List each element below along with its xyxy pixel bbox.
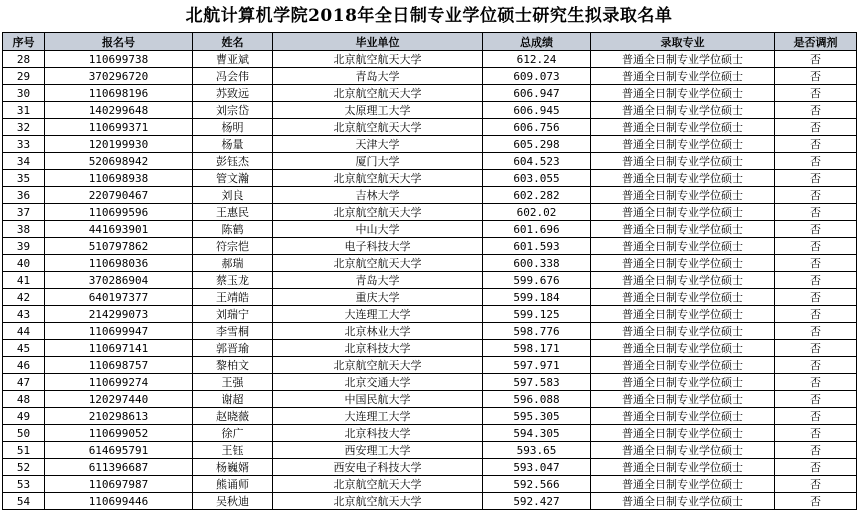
- cell-school: 西安电子科技大学: [273, 459, 483, 476]
- cell-adjusted: 否: [775, 221, 857, 238]
- cell-registration-no: 441693901: [45, 221, 193, 238]
- cell-major: 普通全日制专业学位硕士: [591, 289, 775, 306]
- cell-total-score: 593.65: [483, 442, 591, 459]
- cell-major: 普通全日制专业学位硕士: [591, 493, 775, 510]
- cell-adjusted: 否: [775, 102, 857, 119]
- table-row: [3, 408, 857, 425]
- column-header-adjusted: 是否调剂: [775, 33, 857, 51]
- cell-school: 青岛大学: [273, 272, 483, 289]
- cell-total-score: 602.282: [483, 187, 591, 204]
- cell-registration-no: 220790467: [45, 187, 193, 204]
- cell-index: 28: [3, 51, 45, 68]
- table-row: [3, 136, 857, 153]
- cell-name: 蔡玉龙: [193, 272, 273, 289]
- cell-registration-no: 120199930: [45, 136, 193, 153]
- cell-major: 普通全日制专业学位硕士: [591, 136, 775, 153]
- cell-adjusted: 否: [775, 459, 857, 476]
- cell-adjusted: 否: [775, 289, 857, 306]
- table-row: [3, 442, 857, 459]
- cell-school: 太原理工大学: [273, 102, 483, 119]
- table-row: [3, 255, 857, 272]
- cell-school: 北京航空航天大学: [273, 357, 483, 374]
- cell-index: 53: [3, 476, 45, 493]
- cell-adjusted: 否: [775, 204, 857, 221]
- cell-school: 北京航空航天大学: [273, 476, 483, 493]
- table-row: [3, 272, 857, 289]
- cell-registration-no: 110699274: [45, 374, 193, 391]
- cell-name: 曹亚斌: [193, 51, 273, 68]
- cell-registration-no: 110698938: [45, 170, 193, 187]
- cell-name: 陈鹤: [193, 221, 273, 238]
- table-row: [3, 68, 857, 85]
- cell-school: 北京科技大学: [273, 425, 483, 442]
- cell-adjusted: 否: [775, 51, 857, 68]
- table-row: [3, 51, 857, 68]
- cell-registration-no: 110699052: [45, 425, 193, 442]
- cell-total-score: 594.305: [483, 425, 591, 442]
- cell-registration-no: 370286904: [45, 272, 193, 289]
- cell-major: 普通全日制专业学位硕士: [591, 340, 775, 357]
- cell-registration-no: 210298613: [45, 408, 193, 425]
- cell-registration-no: 110697987: [45, 476, 193, 493]
- cell-registration-no: 110699596: [45, 204, 193, 221]
- cell-total-score: 606.756: [483, 119, 591, 136]
- cell-name: 王钰: [193, 442, 273, 459]
- cell-index: 39: [3, 238, 45, 255]
- column-header-school: 毕业单位: [273, 33, 483, 51]
- cell-adjusted: 否: [775, 170, 857, 187]
- cell-index: 37: [3, 204, 45, 221]
- column-header-major: 录取专业: [591, 33, 775, 51]
- cell-major: 普通全日制专业学位硕士: [591, 374, 775, 391]
- table-row: [3, 153, 857, 170]
- cell-school: 西安理工大学: [273, 442, 483, 459]
- cell-total-score: 609.073: [483, 68, 591, 85]
- cell-adjusted: 否: [775, 357, 857, 374]
- cell-school: 北京航空航天大学: [273, 119, 483, 136]
- cell-total-score: 599.125: [483, 306, 591, 323]
- cell-registration-no: 110698196: [45, 85, 193, 102]
- cell-major: 普通全日制专业学位硕士: [591, 476, 775, 493]
- table-row: [3, 493, 857, 510]
- table-row: [3, 374, 857, 391]
- cell-adjusted: 否: [775, 408, 857, 425]
- cell-major: 普通全日制专业学位硕士: [591, 442, 775, 459]
- cell-adjusted: 否: [775, 187, 857, 204]
- cell-index: 36: [3, 187, 45, 204]
- cell-registration-no: 510797862: [45, 238, 193, 255]
- cell-adjusted: 否: [775, 136, 857, 153]
- cell-adjusted: 否: [775, 493, 857, 510]
- cell-total-score: 599.676: [483, 272, 591, 289]
- table-row: [3, 221, 857, 238]
- cell-registration-no: 110699371: [45, 119, 193, 136]
- cell-index: 54: [3, 493, 45, 510]
- cell-total-score: 592.566: [483, 476, 591, 493]
- cell-total-score: 606.945: [483, 102, 591, 119]
- cell-index: 48: [3, 391, 45, 408]
- table-row: [3, 102, 857, 119]
- cell-total-score: 598.776: [483, 323, 591, 340]
- cell-name: 杨量: [193, 136, 273, 153]
- cell-major: 普通全日制专业学位硕士: [591, 85, 775, 102]
- cell-total-score: 601.593: [483, 238, 591, 255]
- cell-name: 彭钰杰: [193, 153, 273, 170]
- table-row: [3, 306, 857, 323]
- cell-school: 北京航空航天大学: [273, 493, 483, 510]
- cell-adjusted: 否: [775, 238, 857, 255]
- cell-name: 王惠民: [193, 204, 273, 221]
- table-row: [3, 170, 857, 187]
- cell-adjusted: 否: [775, 68, 857, 85]
- cell-index: 49: [3, 408, 45, 425]
- column-header-registration-no: 报名号: [45, 33, 193, 51]
- cell-total-score: 603.055: [483, 170, 591, 187]
- table-row: [3, 340, 857, 357]
- cell-name: 刘宗岱: [193, 102, 273, 119]
- table-row: [3, 391, 857, 408]
- cell-name: 郝瑞: [193, 255, 273, 272]
- cell-total-score: 592.427: [483, 493, 591, 510]
- cell-major: 普通全日制专业学位硕士: [591, 357, 775, 374]
- cell-index: 31: [3, 102, 45, 119]
- table-row: [3, 187, 857, 204]
- cell-major: 普通全日制专业学位硕士: [591, 306, 775, 323]
- cell-registration-no: 611396687: [45, 459, 193, 476]
- cell-total-score: 597.971: [483, 357, 591, 374]
- cell-total-score: 596.088: [483, 391, 591, 408]
- cell-adjusted: 否: [775, 442, 857, 459]
- cell-registration-no: 110699947: [45, 323, 193, 340]
- table-row: [3, 459, 857, 476]
- cell-total-score: 601.696: [483, 221, 591, 238]
- cell-adjusted: 否: [775, 340, 857, 357]
- cell-school: 大连理工大学: [273, 306, 483, 323]
- table-row: [3, 119, 857, 136]
- cell-adjusted: 否: [775, 272, 857, 289]
- cell-index: 38: [3, 221, 45, 238]
- cell-registration-no: 640197377: [45, 289, 193, 306]
- cell-major: 普通全日制专业学位硕士: [591, 272, 775, 289]
- cell-major: 普通全日制专业学位硕士: [591, 221, 775, 238]
- cell-name: 王强: [193, 374, 273, 391]
- cell-school: 北京交通大学: [273, 374, 483, 391]
- cell-name: 徐广: [193, 425, 273, 442]
- cell-index: 52: [3, 459, 45, 476]
- cell-name: 李雪桐: [193, 323, 273, 340]
- cell-school: 北京航空航天大学: [273, 204, 483, 221]
- cell-school: 电子科技大学: [273, 238, 483, 255]
- cell-registration-no: 214299073: [45, 306, 193, 323]
- cell-name: 赵晓薇: [193, 408, 273, 425]
- cell-name: 刘良: [193, 187, 273, 204]
- table-row: [3, 238, 857, 255]
- cell-name: 谢超: [193, 391, 273, 408]
- cell-adjusted: 否: [775, 374, 857, 391]
- cell-school: 北京航空航天大学: [273, 170, 483, 187]
- column-header-name: 姓名: [193, 33, 273, 51]
- cell-index: 35: [3, 170, 45, 187]
- cell-total-score: 602.02: [483, 204, 591, 221]
- cell-school: 重庆大学: [273, 289, 483, 306]
- cell-registration-no: 120297440: [45, 391, 193, 408]
- column-header-total-score: 总成绩: [483, 33, 591, 51]
- cell-name: 刘瑞宁: [193, 306, 273, 323]
- cell-total-score: 597.583: [483, 374, 591, 391]
- cell-major: 普通全日制专业学位硕士: [591, 255, 775, 272]
- cell-major: 普通全日制专业学位硕士: [591, 323, 775, 340]
- cell-major: 普通全日制专业学位硕士: [591, 68, 775, 85]
- cell-school: 北京航空航天大学: [273, 85, 483, 102]
- cell-school: 中山大学: [273, 221, 483, 238]
- cell-index: 50: [3, 425, 45, 442]
- cell-name: 吴秋迪: [193, 493, 273, 510]
- cell-name: 杨巍婿: [193, 459, 273, 476]
- cell-adjusted: 否: [775, 391, 857, 408]
- cell-index: 33: [3, 136, 45, 153]
- table-row: [3, 357, 857, 374]
- cell-index: 46: [3, 357, 45, 374]
- cell-total-score: 606.947: [483, 85, 591, 102]
- cell-adjusted: 否: [775, 306, 857, 323]
- table-body: [3, 51, 857, 510]
- cell-major: 普通全日制专业学位硕士: [591, 153, 775, 170]
- cell-registration-no: 614695791: [45, 442, 193, 459]
- cell-index: 30: [3, 85, 45, 102]
- cell-registration-no: 370296720: [45, 68, 193, 85]
- cell-index: 41: [3, 272, 45, 289]
- column-header-index: 序号: [3, 33, 45, 51]
- cell-major: 普通全日制专业学位硕士: [591, 119, 775, 136]
- cell-index: 42: [3, 289, 45, 306]
- cell-school: 中国民航大学: [273, 391, 483, 408]
- cell-name: 黎柏文: [193, 357, 273, 374]
- cell-major: 普通全日制专业学位硕士: [591, 425, 775, 442]
- cell-registration-no: 110697141: [45, 340, 193, 357]
- table-row: [3, 85, 857, 102]
- table-row: [3, 425, 857, 442]
- cell-school: 北京科技大学: [273, 340, 483, 357]
- cell-total-score: 599.184: [483, 289, 591, 306]
- table-row: [3, 476, 857, 493]
- cell-school: 厦门大学: [273, 153, 483, 170]
- cell-adjusted: 否: [775, 323, 857, 340]
- cell-adjusted: 否: [775, 476, 857, 493]
- cell-total-score: 612.24: [483, 51, 591, 68]
- cell-school: 大连理工大学: [273, 408, 483, 425]
- cell-school: 吉林大学: [273, 187, 483, 204]
- cell-registration-no: 110698757: [45, 357, 193, 374]
- cell-name: 熊诵师: [193, 476, 273, 493]
- cell-adjusted: 否: [775, 153, 857, 170]
- cell-school: 北京航空航天大学: [273, 51, 483, 68]
- page-title: 北航计算机学院2018年全日制专业学位硕士研究生拟录取名单: [185, 6, 673, 26]
- cell-total-score: 593.047: [483, 459, 591, 476]
- cell-registration-no: 140299648: [45, 102, 193, 119]
- cell-index: 51: [3, 442, 45, 459]
- cell-total-score: 604.523: [483, 153, 591, 170]
- cell-index: 32: [3, 119, 45, 136]
- cell-school: 北京航空航天大学: [273, 255, 483, 272]
- cell-index: 47: [3, 374, 45, 391]
- cell-major: 普通全日制专业学位硕士: [591, 391, 775, 408]
- cell-index: 34: [3, 153, 45, 170]
- cell-name: 杨明: [193, 119, 273, 136]
- cell-name: 王靖皓: [193, 289, 273, 306]
- cell-total-score: 595.305: [483, 408, 591, 425]
- cell-major: 普通全日制专业学位硕士: [591, 408, 775, 425]
- table-header-row: [3, 33, 857, 51]
- cell-registration-no: 520698942: [45, 153, 193, 170]
- cell-major: 普通全日制专业学位硕士: [591, 102, 775, 119]
- cell-major: 普通全日制专业学位硕士: [591, 238, 775, 255]
- cell-major: 普通全日制专业学位硕士: [591, 187, 775, 204]
- cell-index: 29: [3, 68, 45, 85]
- cell-adjusted: 否: [775, 119, 857, 136]
- cell-school: 天津大学: [273, 136, 483, 153]
- cell-major: 普通全日制专业学位硕士: [591, 459, 775, 476]
- cell-major: 普通全日制专业学位硕士: [591, 170, 775, 187]
- cell-name: 郭晋瑜: [193, 340, 273, 357]
- cell-index: 45: [3, 340, 45, 357]
- cell-index: 43: [3, 306, 45, 323]
- table-row: [3, 204, 857, 221]
- cell-name: 符宗恺: [193, 238, 273, 255]
- cell-total-score: 605.298: [483, 136, 591, 153]
- cell-name: 管文瀚: [193, 170, 273, 187]
- cell-total-score: 598.171: [483, 340, 591, 357]
- cell-total-score: 600.338: [483, 255, 591, 272]
- cell-school: 青岛大学: [273, 68, 483, 85]
- cell-registration-no: 110699446: [45, 493, 193, 510]
- cell-school: 北京林业大学: [273, 323, 483, 340]
- cell-name: 苏致远: [193, 85, 273, 102]
- cell-index: 44: [3, 323, 45, 340]
- cell-adjusted: 否: [775, 85, 857, 102]
- admission-table: [2, 32, 857, 510]
- cell-registration-no: 110698036: [45, 255, 193, 272]
- cell-adjusted: 否: [775, 425, 857, 442]
- cell-major: 普通全日制专业学位硕士: [591, 51, 775, 68]
- table-row: [3, 289, 857, 306]
- cell-adjusted: 否: [775, 255, 857, 272]
- cell-name: 冯会伟: [193, 68, 273, 85]
- table-row: [3, 323, 857, 340]
- cell-index: 40: [3, 255, 45, 272]
- cell-registration-no: 110699738: [45, 51, 193, 68]
- cell-major: 普通全日制专业学位硕士: [591, 204, 775, 221]
